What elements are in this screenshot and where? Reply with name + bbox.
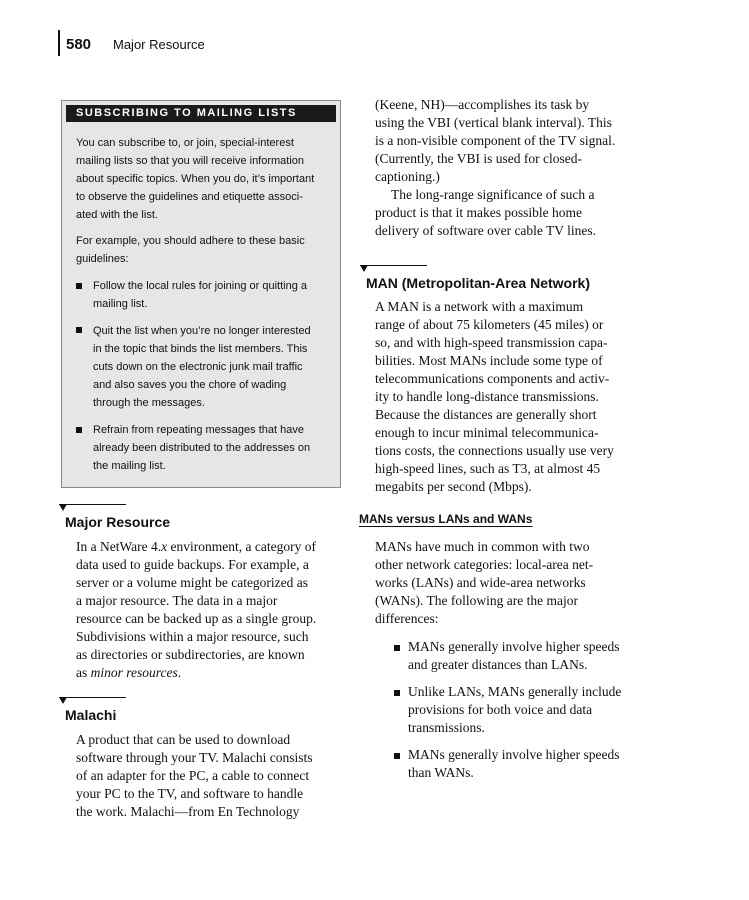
entry-body — [76, 538, 346, 682]
running-head: Major Resource — [113, 37, 205, 52]
list-item: MANs generally involve higher speeds than WANs. — [408, 747, 620, 780]
section-marker-icon — [360, 265, 368, 272]
sidebar-bullet: Refrain from repeating messages that have already been distributed to the addresses on the mailing list. — [93, 424, 311, 472]
section-rule — [59, 697, 126, 698]
entry-body: MANs have much in common with two other network categories: local-area net- works (LANs) and wide-area networks (WANs). The following are the major differences: — [375, 539, 594, 626]
bullet-icon — [76, 327, 84, 333]
header-rule — [58, 30, 60, 56]
body-text-italic: x — [161, 539, 168, 554]
entry-heading: MAN (Metropolitan-Area Network) — [366, 275, 591, 291]
entry-body-continued: (Keene, NH)—accomplishes its task by using the VBI (vertical blank interval). This is a non-visible component of the TV signal. (Currently, the VBI is used for closed- captioning.) — [375, 97, 616, 184]
entry-body-continued — [375, 186, 650, 240]
section-rule — [59, 504, 126, 505]
bullet-icon — [394, 690, 400, 696]
sub-heading: MANs versus LANs and WANs — [359, 512, 533, 526]
sidebar-title: SUBSCRIBING TO MAILING LISTS — [66, 105, 336, 122]
entry-heading: Malachi — [65, 707, 117, 723]
section-marker-icon — [59, 504, 67, 511]
body-text-italic: minor resources — [90, 665, 178, 680]
sidebar-bullet: Follow the local rules for joining or quitting a mailing list. — [93, 280, 308, 310]
entry-body: A MAN is a network with a maximum range of about 75 kilometers (45 miles) or so, and with high-speed transmission capa- bilities. Most MANs include some type of telecommunications components and activ- ity to handle long-distance transmissions. Because the distances are generally short enough to incur minimal telecommunica- tions costs, the connections usually use very high-speed lines, such as T3, at almost 45 megabits per second (Mbps). — [375, 299, 614, 494]
body-text-segment: . — [177, 665, 182, 680]
page-number: 580 — [66, 36, 92, 53]
list-item: MANs generally involve higher speeds and greater distances than LANs. — [408, 639, 620, 672]
list-item: Unlike LANs, MANs generally include provisions for both voice and data transmissions. — [408, 684, 622, 735]
body-text-segment: The long-range significance of such a product is that it makes possible home delivery of software over cable TV lines. — [375, 187, 597, 238]
bullet-icon — [76, 427, 84, 433]
section-marker-icon — [59, 697, 67, 704]
bullet-icon — [394, 753, 400, 759]
sidebar-box — [61, 100, 341, 488]
bullet-icon — [76, 283, 84, 289]
body-text-segment: In a NetWare 4. — [76, 539, 162, 554]
sidebar-bullet: Quit the list when you’re no longer interested in the topic that binds the list members. This cuts down on the electronic junk mail traffic and also saves you the chore of wading through the messages. — [93, 325, 311, 409]
sidebar-paragraph: For example, you should adhere to these basic guidelines: — [76, 235, 305, 265]
entry-body: A product that can be used to download software through your TV. Malachi consists of an adapter for the PC, a cable to connect your PC to the TV, and software to handle the work. Malachi—from En Technology — [76, 732, 313, 819]
sidebar-paragraph: You can subscribe to, or join, special-interest mailing lists so that you will receive information about specific topics. When you do, it’s important to observe the guidelines and etiquette associ- ated with the list. — [76, 137, 315, 221]
body-text-segment: environment, a category of data used to guide backups. For example, a server or a volume might be categorized as a major resource. The data in a major resource can be backed up as a single group. Subdivisions within a major resource, such as directories or subdirectories, are known as — [76, 539, 317, 680]
section-rule — [360, 265, 427, 266]
bullet-icon — [394, 645, 400, 651]
entry-heading: Major Resource — [65, 514, 171, 530]
